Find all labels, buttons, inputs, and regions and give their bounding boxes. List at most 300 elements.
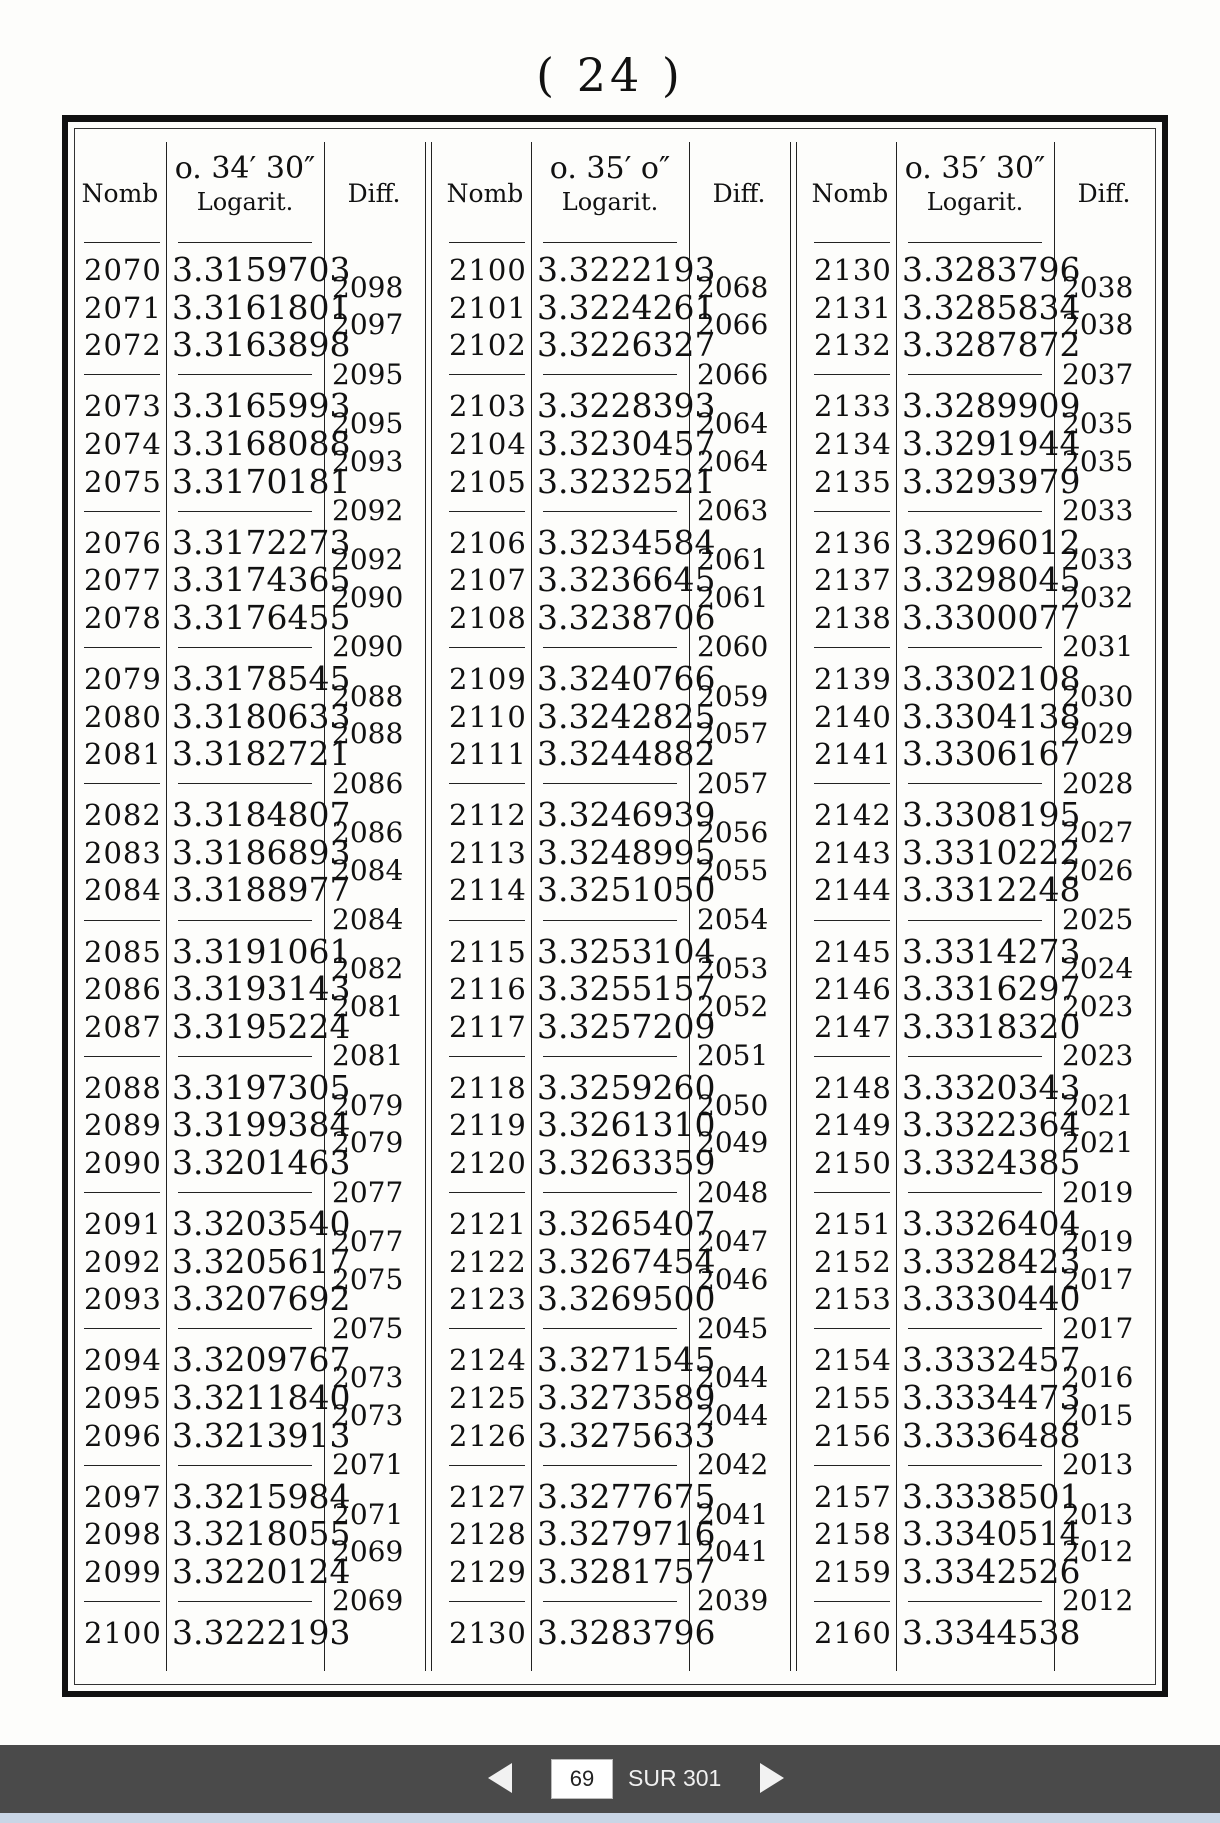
log-header-label: Logarit. — [926, 188, 1024, 216]
row-separator — [814, 1328, 890, 1329]
log-cell: 3.3246939 — [537, 795, 716, 835]
diff-cell: 2024 — [1062, 952, 1134, 986]
nomb-cell: 2099 — [84, 1554, 162, 1589]
page-total-label: SUR 301 — [628, 1765, 722, 1791]
nomb-cell: 2082 — [84, 798, 162, 833]
diff-cell: 2041 — [697, 1535, 769, 1569]
log-cell: 3.3265407 — [537, 1204, 716, 1244]
log-cell: 3.3263359 — [537, 1143, 716, 1182]
log-cell: 3.3163898 — [172, 325, 351, 365]
log-header-angle: o. 35′ 30″ — [904, 151, 1046, 186]
diff-cell: 2042 — [697, 1448, 769, 1482]
log-cell: 3.3342526 — [902, 1551, 1081, 1591]
nomb-cell: 2135 — [814, 464, 892, 499]
log-cell: 3.3293979 — [902, 461, 1081, 501]
nomb-cell: 2110 — [449, 699, 527, 734]
row-separator — [814, 242, 890, 243]
diff-cell: 2086 — [332, 766, 404, 800]
nomb-cell: 2122 — [449, 1244, 527, 1279]
diff-cell: 2081 — [332, 1039, 404, 1073]
diff-cell: 2013 — [1062, 1497, 1134, 1531]
row-separator — [449, 1601, 525, 1602]
nomb-cell: 2073 — [84, 389, 162, 424]
log-cell: 3.3238706 — [537, 597, 716, 637]
nomb-cell: 2138 — [814, 600, 892, 635]
nomb-cell: 2137 — [814, 563, 892, 598]
diff-cell: 2073 — [332, 1361, 404, 1395]
log-cell: 3.3320343 — [902, 1067, 1081, 1107]
log-cell: 3.3277675 — [537, 1476, 716, 1516]
row-separator — [84, 1192, 160, 1193]
nomb-cell: 2085 — [84, 934, 162, 969]
nomb-cell: 2126 — [449, 1418, 527, 1453]
diff-cell: 2031 — [1062, 630, 1134, 664]
log-cell: 3.3257209 — [537, 1006, 716, 1046]
nomb-cell: 2096 — [84, 1418, 162, 1453]
log-cell: 3.3207692 — [172, 1279, 351, 1319]
nomb-cell: 2120 — [449, 1146, 527, 1180]
diff-cell: 2098 — [332, 270, 404, 304]
diff-cell: 2073 — [332, 1398, 404, 1432]
log-cell: 3.3261310 — [537, 1105, 716, 1145]
log-cell: 3.3205617 — [172, 1241, 351, 1281]
log-cell: 3.3306167 — [902, 734, 1081, 774]
log-cell: 3.3178545 — [172, 658, 351, 698]
row-separator — [814, 647, 890, 648]
diff-cell: 2088 — [332, 679, 404, 713]
nomb-cell: 2151 — [814, 1207, 892, 1242]
log-cell: 3.3236645 — [537, 560, 716, 600]
diff-cell: 2021 — [1062, 1126, 1134, 1160]
diff-cell: 2033 — [1062, 543, 1134, 577]
log-header-angle: o. 35′ o″ — [549, 151, 671, 186]
log-cell: 3.3251050 — [537, 870, 716, 910]
viewer-toolbar — [0, 1745, 1220, 1813]
diff-cell: 2012 — [1062, 1584, 1134, 1618]
row-separator — [814, 1601, 890, 1602]
row-separator — [178, 242, 312, 243]
row-separator — [908, 374, 1042, 375]
row-separator — [543, 1328, 677, 1329]
chevron-right-icon[interactable] — [760, 1763, 784, 1793]
log-cell: 3.3240766 — [537, 658, 716, 698]
log-cell: 3.3172273 — [172, 522, 351, 562]
diff-cell: 2079 — [332, 1088, 404, 1122]
diff-cell: 2019 — [1062, 1175, 1134, 1209]
diff-cell: 2037 — [1062, 357, 1134, 391]
log-cell: 3.3273589 — [537, 1378, 716, 1417]
column-rule — [896, 142, 897, 1671]
nomb-cell: 2133 — [814, 389, 892, 424]
diff-cell: 2064 — [697, 444, 769, 478]
nomb-cell: 2109 — [449, 661, 527, 696]
diff-cell: 2044 — [697, 1361, 769, 1395]
log-cell: 3.3304138 — [902, 696, 1081, 736]
log-header — [896, 134, 1054, 254]
diff-cell: 2068 — [697, 270, 769, 304]
log-cell: 3.3302108 — [902, 658, 1081, 698]
nomb-header: Nomb — [446, 179, 524, 208]
log-cell: 3.3248995 — [537, 832, 716, 872]
log-cell: 3.3193143 — [172, 969, 351, 1009]
log-cell: 3.3308195 — [902, 795, 1081, 835]
diff-cell: 2017 — [1062, 1262, 1134, 1296]
log-cell: 3.3330440 — [902, 1279, 1081, 1319]
log-cell: 3.3285834 — [902, 287, 1081, 327]
nomb-cell: 2147 — [814, 1009, 892, 1044]
log-cell: 3.3188977 — [172, 870, 351, 910]
row-separator — [84, 1328, 160, 1329]
row-separator — [543, 242, 677, 243]
diff-cell: 2084 — [332, 853, 404, 887]
nomb-cell: 2132 — [814, 328, 892, 363]
log-cell: 3.3215984 — [172, 1476, 351, 1516]
diff-cell: 2035 — [1062, 407, 1134, 441]
nomb-cell: 2154 — [814, 1343, 892, 1378]
log-cell: 3.3182721 — [172, 734, 351, 774]
log-cell: 3.3283796 — [902, 250, 1081, 289]
diff-cell: 2015 — [1062, 1398, 1134, 1432]
log-cell: 3.3168088 — [172, 423, 351, 463]
row-separator — [178, 647, 312, 648]
bottom-strip — [0, 1813, 1220, 1823]
nomb-cell: 2089 — [84, 1108, 162, 1143]
log-cell: 3.3291944 — [902, 423, 1081, 463]
log-cell: 3.3232521 — [537, 461, 716, 501]
nomb-cell: 2141 — [814, 737, 892, 772]
diff-cell: 2027 — [1062, 816, 1134, 849]
row-separator — [449, 783, 525, 784]
log-cell: 3.3244882 — [537, 734, 716, 774]
log-cell: 3.3298045 — [902, 560, 1081, 600]
nomb-cell: 2129 — [449, 1554, 527, 1589]
log-cell: 3.3334473 — [902, 1378, 1081, 1417]
nomb-cell: 2090 — [84, 1146, 162, 1180]
nomb-cell: 2116 — [449, 972, 527, 1007]
diff-cell: 2046 — [697, 1262, 769, 1296]
diff-header: Diff. — [712, 179, 766, 208]
row-separator — [814, 920, 890, 921]
nomb-cell: 2095 — [84, 1381, 162, 1415]
row-separator — [908, 1328, 1042, 1329]
row-separator — [449, 511, 525, 512]
diff-cell: 2066 — [697, 357, 769, 391]
log-cell: 3.3220124 — [172, 1551, 351, 1591]
diff-cell: 2041 — [697, 1497, 769, 1531]
log-cell: 3.3195224 — [172, 1006, 351, 1046]
log-cell: 3.3271545 — [537, 1340, 716, 1380]
diff-cell: 2033 — [1062, 494, 1134, 528]
log-cell: 3.3322364 — [902, 1105, 1081, 1145]
diff-cell: 2039 — [697, 1584, 769, 1618]
log-cell: 3.3234584 — [537, 522, 716, 562]
diff-cell: 2021 — [1062, 1088, 1134, 1122]
diff-cell: 2016 — [1062, 1361, 1134, 1395]
diff-cell: 2075 — [332, 1311, 404, 1345]
log-cell: 3.3228393 — [537, 386, 716, 426]
diff-cell: 2095 — [332, 407, 404, 441]
nomb-cell: 2160 — [814, 1616, 892, 1650]
nomb-cell: 2113 — [449, 835, 527, 870]
nomb-cell: 2111 — [449, 737, 527, 772]
row-separator — [178, 374, 312, 375]
nomb-cell: 2084 — [84, 873, 162, 908]
diff-cell: 2045 — [697, 1311, 769, 1345]
nomb-cell: 2152 — [814, 1244, 892, 1279]
nomb-cell: 2076 — [84, 525, 162, 560]
nomb-cell: 2100 — [84, 1616, 162, 1650]
column-rule — [166, 142, 167, 1671]
group-double-rule — [425, 142, 432, 1671]
log-cell: 3.3287872 — [902, 325, 1081, 365]
row-separator — [543, 1056, 677, 1057]
row-separator — [543, 511, 677, 512]
nomb-cell: 2130 — [814, 253, 892, 287]
log-cell: 3.3328423 — [902, 1241, 1081, 1281]
nomb-cell: 2149 — [814, 1108, 892, 1143]
diff-cell: 2050 — [697, 1088, 769, 1122]
nomb-cell: 2104 — [449, 426, 527, 461]
row-separator — [84, 242, 160, 243]
nomb-cell: 2142 — [814, 798, 892, 833]
log-cell: 3.3283796 — [537, 1613, 716, 1652]
log-cell: 3.3336488 — [902, 1415, 1081, 1455]
nomb-cell: 2145 — [814, 934, 892, 969]
diff-cell: 2047 — [697, 1224, 769, 1258]
log-cell: 3.3312248 — [902, 870, 1081, 910]
nomb-cell: 2094 — [84, 1343, 162, 1378]
nomb-cell: 2087 — [84, 1009, 162, 1044]
log-header-label: Logarit. — [561, 188, 659, 216]
page-input[interactable] — [551, 1759, 613, 1799]
log-cell: 3.3281757 — [537, 1551, 716, 1591]
row-separator — [449, 647, 525, 648]
log-cell: 3.3203540 — [172, 1204, 351, 1244]
row-separator — [908, 1601, 1042, 1602]
log-header — [531, 134, 689, 254]
row-separator — [178, 920, 312, 921]
nomb-cell: 2114 — [449, 873, 527, 908]
log-cell: 3.3211840 — [172, 1378, 351, 1417]
nomb-cell: 2150 — [814, 1146, 892, 1180]
diff-cell: 2092 — [332, 494, 404, 528]
nomb-cell: 2140 — [814, 699, 892, 734]
nomb-cell: 2143 — [814, 835, 892, 870]
row-separator — [449, 374, 525, 375]
nomb-cell: 2123 — [449, 1282, 527, 1317]
log-cell: 3.3230457 — [537, 423, 716, 463]
diff-cell: 2081 — [332, 989, 404, 1023]
log-cell: 3.3332457 — [902, 1340, 1081, 1380]
nomb-cell: 2101 — [449, 290, 527, 325]
diff-cell: 2048 — [697, 1175, 769, 1209]
nomb-cell: 2136 — [814, 525, 892, 560]
nomb-cell: 2121 — [449, 1207, 527, 1242]
diff-cell: 2060 — [697, 630, 769, 664]
log-cell: 3.3269500 — [537, 1279, 716, 1319]
nomb-cell: 2080 — [84, 699, 162, 734]
diff-cell: 2071 — [332, 1448, 404, 1482]
nomb-cell: 2153 — [814, 1282, 892, 1317]
nomb-cell: 2075 — [84, 464, 162, 499]
row-separator — [178, 1192, 312, 1193]
log-cell: 3.3259260 — [537, 1067, 716, 1107]
nomb-cell: 2144 — [814, 873, 892, 908]
chevron-left-icon[interactable] — [488, 1763, 512, 1793]
nomb-cell: 2118 — [449, 1070, 527, 1105]
log-header-label: Logarit. — [196, 188, 294, 216]
log-cell: 3.3267454 — [537, 1241, 716, 1281]
row-separator — [178, 1328, 312, 1329]
log-cell: 3.3186893 — [172, 832, 351, 872]
log-cell: 3.3184807 — [172, 795, 351, 835]
diff-cell: 2044 — [697, 1398, 769, 1432]
diff-cell: 2093 — [332, 444, 404, 478]
row-separator — [84, 1056, 160, 1057]
nomb-cell: 2155 — [814, 1381, 892, 1415]
nomb-cell: 2093 — [84, 1282, 162, 1317]
nomb-cell: 2148 — [814, 1070, 892, 1105]
diff-cell: 2049 — [697, 1126, 769, 1160]
nomb-cell: 2125 — [449, 1381, 527, 1415]
log-cell: 3.3324385 — [902, 1143, 1081, 1182]
log-cell: 3.3218055 — [172, 1514, 351, 1554]
diff-cell: 2052 — [697, 989, 769, 1023]
diff-cell: 2019 — [1062, 1224, 1134, 1258]
row-separator — [449, 242, 525, 243]
page-number: ( 24 ) — [536, 48, 684, 102]
row-separator — [908, 1056, 1042, 1057]
diff-cell: 2057 — [697, 717, 769, 751]
log-cell: 3.3222193 — [537, 250, 716, 289]
diff-cell: 2088 — [332, 717, 404, 751]
row-separator — [84, 374, 160, 375]
diff-header: Diff. — [347, 179, 401, 208]
row-separator — [178, 511, 312, 512]
nomb-cell: 2115 — [449, 934, 527, 969]
row-separator — [543, 1192, 677, 1193]
nomb-cell: 2108 — [449, 600, 527, 635]
diff-cell: 2090 — [332, 581, 404, 614]
diff-cell: 2084 — [332, 902, 404, 936]
nomb-cell: 2102 — [449, 328, 527, 363]
nomb-cell: 2127 — [449, 1479, 527, 1514]
nomb-cell: 2103 — [449, 389, 527, 424]
diff-cell: 2023 — [1062, 989, 1134, 1023]
log-cell: 3.3316297 — [902, 969, 1081, 1009]
diff-cell: 2038 — [1062, 308, 1134, 342]
log-cell: 3.3253104 — [537, 931, 716, 971]
row-separator — [908, 242, 1042, 243]
log-cell: 3.3279716 — [537, 1514, 716, 1554]
diff-cell: 2090 — [332, 630, 404, 664]
log-cell: 3.3326404 — [902, 1204, 1081, 1244]
diff-cell: 2064 — [697, 407, 769, 441]
diff-cell: 2038 — [1062, 270, 1134, 304]
log-cell: 3.3314273 — [902, 931, 1081, 971]
nomb-cell: 2072 — [84, 328, 162, 363]
diff-cell: 2075 — [332, 1262, 404, 1296]
log-cell: 3.3289909 — [902, 386, 1081, 426]
diff-cell: 2054 — [697, 902, 769, 936]
row-separator — [178, 783, 312, 784]
diff-cell: 2097 — [332, 308, 404, 342]
nomb-cell: 2092 — [84, 1244, 162, 1279]
diff-cell: 2069 — [332, 1584, 404, 1618]
nomb-cell: 2083 — [84, 835, 162, 870]
log-cell: 3.3310222 — [902, 832, 1081, 872]
log-header-angle: o. 34′ 30″ — [174, 151, 316, 186]
row-separator — [814, 1465, 890, 1466]
row-separator — [908, 1192, 1042, 1193]
diff-cell: 2079 — [332, 1126, 404, 1160]
diff-cell: 2017 — [1062, 1311, 1134, 1345]
nomb-cell: 2078 — [84, 600, 162, 635]
diff-cell: 2030 — [1062, 679, 1134, 713]
nomb-cell: 2139 — [814, 661, 892, 696]
nomb-cell: 2158 — [814, 1517, 892, 1552]
log-cell: 3.3344538 — [902, 1613, 1081, 1652]
nomb-cell: 2091 — [84, 1207, 162, 1242]
log-cell: 3.3161801 — [172, 287, 351, 327]
diff-cell: 2086 — [332, 816, 404, 849]
nomb-cell: 2117 — [449, 1009, 527, 1044]
diff-cell: 2063 — [697, 494, 769, 528]
log-cell: 3.3300077 — [902, 597, 1081, 637]
nomb-cell: 2098 — [84, 1517, 162, 1552]
row-separator — [449, 1192, 525, 1193]
column-rule — [531, 142, 532, 1671]
log-cell: 3.3170181 — [172, 461, 351, 501]
row-separator — [449, 1465, 525, 1466]
log-cell: 3.3226327 — [537, 325, 716, 365]
diff-cell: 2061 — [697, 543, 769, 577]
row-separator — [814, 511, 890, 512]
log-header — [166, 134, 324, 254]
diff-cell: 2053 — [697, 952, 769, 986]
log-cell: 3.3255157 — [537, 969, 716, 1009]
nomb-cell: 2071 — [84, 290, 162, 325]
nomb-cell: 2124 — [449, 1343, 527, 1378]
log-cell: 3.3197305 — [172, 1067, 351, 1107]
row-separator — [178, 1056, 312, 1057]
nomb-cell: 2074 — [84, 426, 162, 461]
row-separator — [449, 1056, 525, 1057]
row-separator — [543, 783, 677, 784]
log-cell: 3.3165993 — [172, 386, 351, 426]
row-separator — [543, 1465, 677, 1466]
diff-cell: 2092 — [332, 543, 404, 577]
diff-cell: 2051 — [697, 1039, 769, 1073]
log-cell: 3.3224261 — [537, 287, 716, 327]
nomb-cell: 2130 — [449, 1616, 527, 1650]
nomb-cell: 2159 — [814, 1554, 892, 1589]
nomb-cell: 2119 — [449, 1108, 527, 1143]
diff-cell: 2035 — [1062, 444, 1134, 478]
diff-header: Diff. — [1077, 179, 1131, 208]
row-separator — [814, 374, 890, 375]
log-cell: 3.3242825 — [537, 696, 716, 736]
nomb-cell: 2086 — [84, 972, 162, 1007]
log-cell: 3.3318320 — [902, 1006, 1081, 1046]
diff-cell: 2095 — [332, 357, 404, 391]
diff-cell: 2077 — [332, 1224, 404, 1258]
row-separator — [908, 783, 1042, 784]
nomb-cell: 2081 — [84, 737, 162, 772]
row-separator — [543, 374, 677, 375]
nomb-cell: 2107 — [449, 563, 527, 598]
nomb-header: Nomb — [81, 179, 159, 208]
